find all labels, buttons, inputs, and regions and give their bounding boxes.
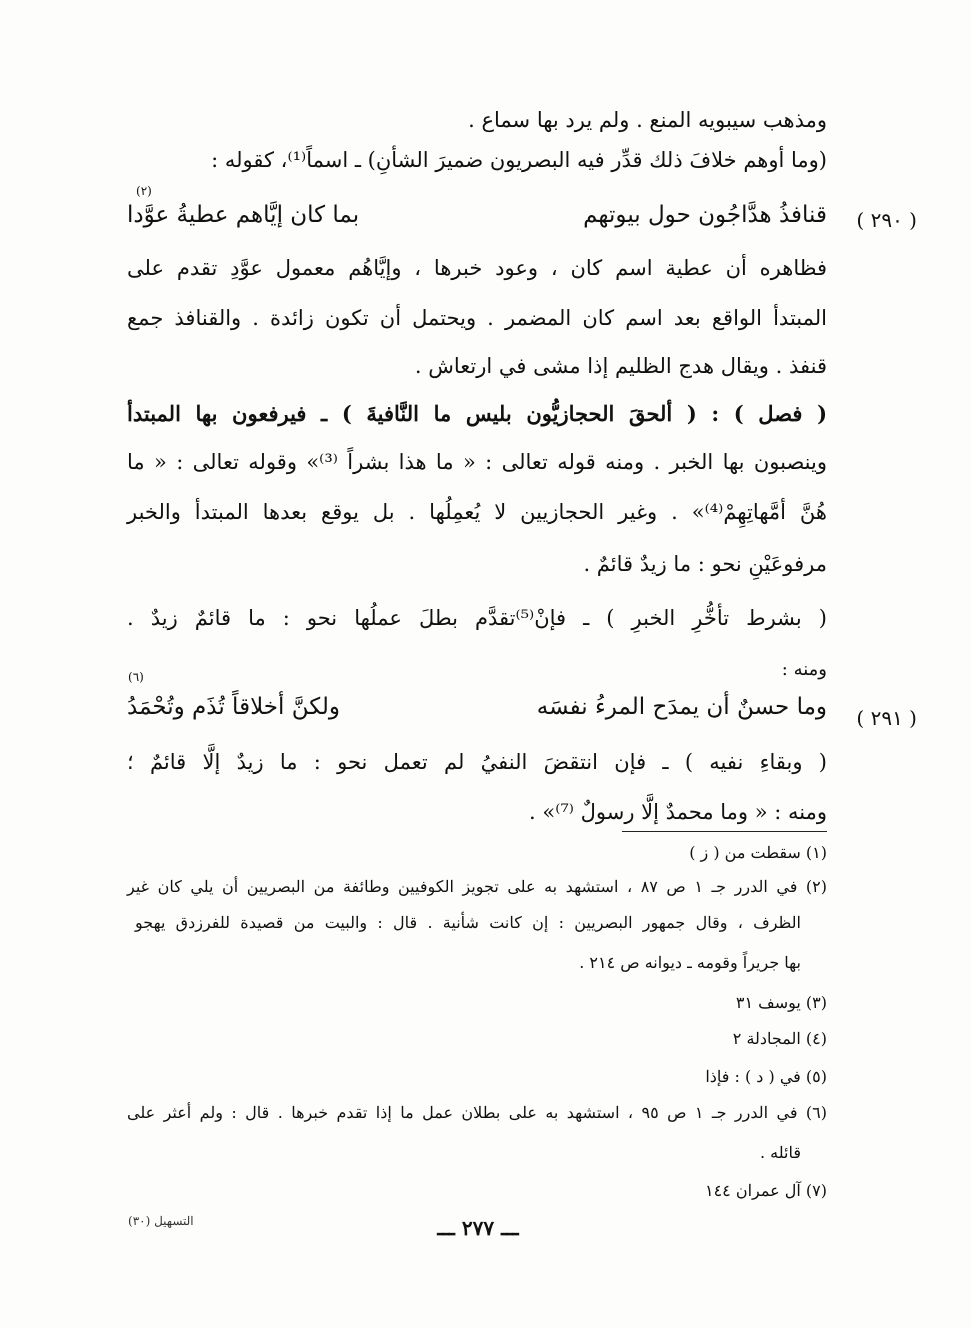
verse-290-first-hemistich: قنافذُ هدَّاجُون حول بيوتهم	[583, 202, 827, 228]
body-line-5: قنفذ . ويقال هدج الظليم إذا مشى في ارتعاش .	[414, 354, 827, 378]
verse-290	[127, 202, 827, 228]
page-number: ـــ ٢٧٧ ـــ	[437, 1216, 519, 1240]
verse-291-first-hemistich: وما حسنٌ أن يمدَح المرءُ نفسَه	[536, 694, 827, 720]
verse-number-291: ( ٢٩١ )	[856, 706, 917, 730]
footnote-5: (٥) في ( د ) : فإذا	[705, 1067, 827, 1086]
signature-mark: التسهيل (٣٠)	[128, 1214, 194, 1228]
section-heading-line: ( فصل ) : ( ألحقَ الحجازيُّون بليس ما النَّافيةَ ) ـ فيرفعون بها المبتدأ	[127, 401, 827, 426]
footnote-1: (١) سقطت من ( ز )	[689, 843, 827, 862]
verse-291-second-hemistich: ولكنَّ أخلاقاً تُذَم وتُحْمَدُ	[127, 694, 341, 720]
body-line-1: ومذهب سيبويه المنع . ولم يرد بها سماع .	[468, 108, 827, 132]
body-line-11: ومنه :	[781, 659, 827, 680]
body-line-13: ومنه : « وما محمدٌ إلَّا رسولٌ ⁽⁷⁾» .	[529, 800, 827, 824]
body-line-12: ( وبقاءِ نفيه ) ـ فإن انتقضَ النفيُ لم تعمل نحو : ما زيدٌ إلَّا قائمٌ ؛	[127, 750, 827, 774]
body-line-8: هُنَّ أمَّهاتِهِمْ⁽⁴⁾» . وغير الحجازيين لا يُعمِلُها . بل يوقع بعدها المبتدأ والخبر	[127, 500, 827, 524]
footnote-2: (٢) في الدرر جـ ١ ص ٨٧ ، استشهد به على تجويز الكوفيين وطائفة من البصريين أن يلي كان غير	[127, 877, 827, 896]
body-line-7: وينصبون بها الخبر . ومنه قوله تعالى : « ما هذا بشراً ⁽³⁾» وقوله تعالى : « ما	[127, 450, 827, 474]
footnote-2-cont-2: بها جريراً وقومه ـ ديوانه ص ٢١٤ .	[579, 953, 801, 972]
footnote-separator	[622, 831, 827, 832]
body-line-4: المبتدأ الواقع بعد اسم كان المضمر . ويحتمل أن تكون زائدة . والقنافذ جمع	[127, 306, 827, 330]
footnote-3: (٣) يوسف ٣١	[735, 993, 827, 1012]
verse-note-291: (٦)	[128, 670, 144, 684]
verse-note-290: (٢)	[136, 184, 152, 198]
footnote-4: (٤) المجادلة ٢	[732, 1029, 827, 1048]
verse-290-second-hemistich: بما كان إيَّاهم عطيةُ عوَّدا	[127, 202, 360, 228]
verse-291	[127, 694, 827, 720]
body-line-3: فظاهره أن عطية اسم كان ، وعود خبرها ، وإيَّاهُم معمول عوَّدِ تقدم على	[127, 256, 827, 280]
footnote-2-cont-1: الظرف ، وقال جمهور البصريين : إن كانت شأنية . قال : والبيت من قصيدة للفرزدق يهجو	[135, 913, 801, 932]
footnote-6-cont: قائله .	[759, 1143, 801, 1162]
body-line-9: مرفوعَيْنِ نحو : ما زيدٌ قائمٌ .	[583, 552, 827, 576]
footnote-6: (٦) في الدرر جـ ١ ص ٩٥ ، استشهد به على بطلان عمل ما إذا تقدم خبرها . قال : ولم أعثر على	[127, 1103, 827, 1122]
footnote-7: (٧) آل عمران ١٤٤	[704, 1181, 827, 1200]
body-line-2: (وما أوهم خلافَ ذلك قدِّر فيه البصريون ضميرَ الشأنِ) ـ اسماً⁽¹⁾، كقوله :	[211, 148, 827, 172]
body-line-10: ( بشرط تأخُّرِ الخبرِ ) ـ فإنْ⁽⁵⁾تقدَّم بطلَ عملُها نحو : ما قائمٌ زيدٌ .	[127, 606, 827, 630]
verse-number-290: ( ٢٩٠ )	[856, 208, 917, 232]
